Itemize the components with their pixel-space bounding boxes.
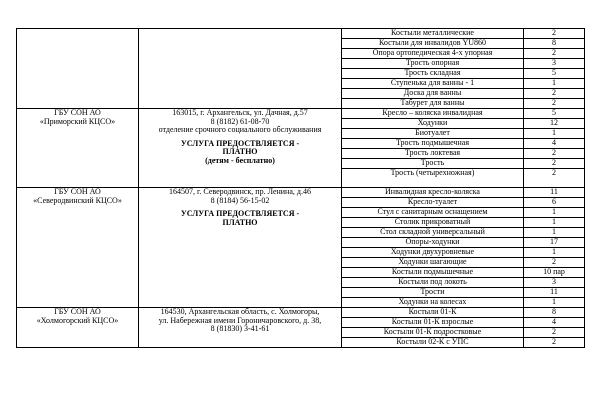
address-cell — [139, 29, 342, 109]
address-line: 8 (8182) 61-08-70 — [210, 116, 270, 126]
item-name: Ступенька для ванны - 1 — [342, 79, 524, 89]
item-quantity: 11 — [524, 288, 585, 298]
paid-service-note — [141, 140, 339, 166]
item-name: Костыли подмышечные — [342, 268, 524, 278]
item-name: Трость подмышечная — [342, 139, 524, 149]
item-quantity: 1 — [524, 228, 585, 238]
item-quantity: 1 — [524, 129, 585, 139]
item-name: Костыли для инвалидов YU860 — [342, 39, 524, 49]
item-name: Ходунки шагающие — [342, 258, 524, 268]
item-name: Костыли под локоть — [342, 278, 524, 288]
item-name: Инвалидная кресло-коляска — [342, 188, 524, 198]
item-quantity: 2 — [524, 258, 585, 268]
item-name: Биотуалет — [342, 129, 524, 139]
item-quantity: 2 — [524, 29, 585, 39]
table-row — [17, 308, 585, 318]
item-name: Ходунки на колесах — [342, 298, 524, 308]
item-quantity: 2 — [524, 99, 585, 109]
address-line: 163015, г. Архангельск, ул. Дачная, д.57 — [172, 108, 308, 117]
paid-service-line: УСЛУГА ПРЕДОСТВЛЯЕТСЯ - — [180, 209, 300, 218]
item-name: Столик прикроватный — [342, 218, 524, 228]
item-quantity: 8 — [524, 308, 585, 318]
item-quantity: 2 — [524, 49, 585, 59]
paid-service-line: ПЛАТНО — [222, 147, 258, 156]
organization-name-line: «Северодвинский КЦСО» — [33, 195, 122, 205]
item-name: Костыли 01-К — [342, 308, 524, 318]
item-quantity: 2 — [524, 89, 585, 99]
item-name: Костыли 01-К подростковые — [342, 328, 524, 338]
item-name: Табурет для ванны — [342, 99, 524, 109]
item-name: Костыли 02-К с УПС — [342, 338, 524, 348]
address-line: 8 (8184) 56-15-02 — [210, 195, 270, 205]
item-quantity: 2 — [524, 328, 585, 338]
item-name: Трость локтевая — [342, 149, 524, 159]
item-name: Кресло-туалет — [342, 198, 524, 208]
item-quantity: 3 — [524, 59, 585, 69]
item-quantity: 3 — [524, 278, 585, 288]
item-quantity: 8 — [524, 39, 585, 49]
item-name: Трости — [342, 288, 524, 298]
item-quantity: 4 — [524, 139, 585, 149]
item-quantity: 1 — [524, 79, 585, 89]
organization-name-line: «Холмогорский КЦСО» — [36, 315, 119, 325]
item-quantity: 1 — [524, 218, 585, 228]
organization-name-line: ГБУ СОН АО — [54, 187, 101, 196]
item-name: Кресло – коляска инвалидная — [342, 109, 524, 119]
table-row — [17, 29, 585, 39]
item-name: Ходунки — [342, 119, 524, 129]
address-cell — [139, 188, 342, 308]
organization-cell — [17, 188, 139, 308]
item-quantity: 17 — [524, 238, 585, 248]
item-quantity: 2 — [524, 169, 585, 188]
item-quantity: 4 — [524, 318, 585, 328]
item-quantity: 10 пар — [524, 268, 585, 278]
address-cell — [139, 109, 342, 188]
paid-service-note — [141, 210, 339, 227]
item-name: Трость складная — [342, 69, 524, 79]
equipment-table-body — [17, 29, 585, 348]
organization-cell — [17, 29, 139, 109]
item-name: Доска для ванны — [342, 89, 524, 99]
organization-name-line: «Приморский КЦСО» — [39, 116, 116, 126]
organization-cell — [17, 109, 139, 188]
item-quantity: 6 — [524, 198, 585, 208]
item-name: Костыли 01-К взрослые — [342, 318, 524, 328]
organization-name-line: ГБУ СОН АО — [54, 307, 101, 316]
paid-service-line: ПЛАТНО — [222, 217, 258, 227]
item-quantity: 5 — [524, 109, 585, 119]
item-name: Опоры-ходунки — [342, 238, 524, 248]
item-name: Ходунки двухуровневые — [342, 248, 524, 258]
item-quantity: 2 — [524, 149, 585, 159]
table-row — [17, 109, 585, 119]
item-quantity: 2 — [524, 338, 585, 348]
item-name: Стул с санитарным оснащением — [342, 208, 524, 218]
item-name: Стол складной универсальный — [342, 228, 524, 238]
address-line: 8 (81830) 3-41-61 — [210, 324, 270, 333]
item-name: Костыли металлические — [342, 29, 524, 39]
item-quantity: 11 — [524, 188, 585, 198]
item-name: Трость опорная — [342, 59, 524, 69]
item-name: Опора ортопедическая 4-х упорная — [342, 49, 524, 59]
table-row — [17, 188, 585, 198]
item-quantity: 1 — [524, 208, 585, 218]
paid-service-line: УСЛУГА ПРЕДОСТВЛЯЕТСЯ - — [180, 138, 300, 148]
item-name: Трость — [342, 159, 524, 169]
equipment-table — [16, 28, 585, 348]
address-line: 164530, Архангельская область, с. Холмогоры, — [160, 307, 320, 316]
address-line: ул. Набережная имени Гороничаровского, д. 38, — [158, 315, 322, 325]
address-cell — [139, 308, 342, 348]
address-line: 164507, г. Северодвинск, пр. Ленина, д.46 — [169, 187, 311, 196]
item-quantity: 5 — [524, 69, 585, 79]
address-line: отделение срочного социального обслуживания — [158, 125, 322, 134]
item-name: Трость (четырехножная) — [342, 169, 524, 188]
item-quantity: 1 — [524, 248, 585, 258]
organization-cell — [17, 308, 139, 348]
organization-name-line: ГБУ СОН АО — [54, 108, 101, 117]
item-quantity: 12 — [524, 119, 585, 129]
item-quantity: 2 — [524, 159, 585, 169]
paid-service-line: (детям - бесплатно) — [205, 155, 275, 165]
item-quantity: 1 — [524, 298, 585, 308]
